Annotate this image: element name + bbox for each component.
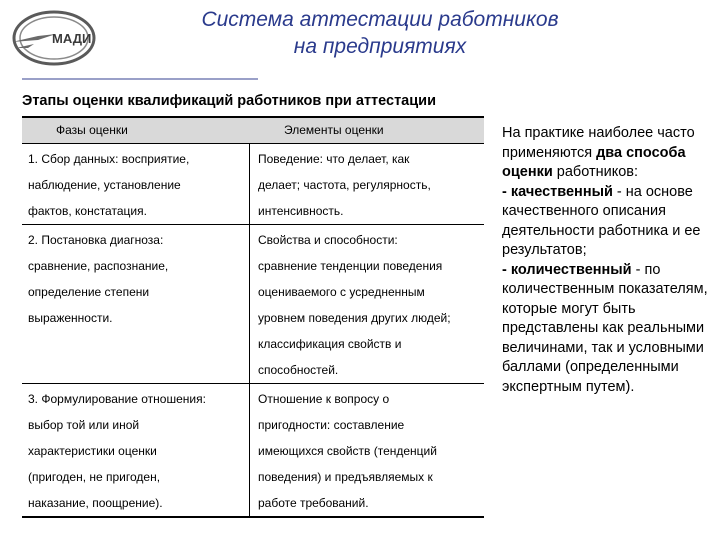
note-intro: На практике наиболее часто применяются bbox=[502, 125, 695, 161]
assessment-table bbox=[22, 116, 484, 518]
table-row bbox=[22, 225, 484, 384]
elements-cell bbox=[250, 225, 484, 383]
elements-cell bbox=[250, 384, 484, 516]
side-note bbox=[502, 124, 714, 397]
phase-line: сравнение, распознание, bbox=[28, 259, 169, 273]
table-row bbox=[22, 384, 484, 518]
elements-line: способностей. bbox=[258, 363, 339, 377]
title-divider bbox=[22, 78, 258, 80]
header-elements: Элементы оценки bbox=[284, 123, 384, 137]
elements-line: поведения) и предъявляемых к bbox=[258, 470, 433, 484]
elements-line: уровнем поведения других людей; bbox=[258, 311, 451, 325]
phase-line: (пригоден, не пригоден, bbox=[28, 470, 161, 484]
phase-line: наказание, поощрение). bbox=[28, 496, 163, 510]
title-line-1: Система аттестации работников bbox=[201, 8, 559, 31]
table-body bbox=[22, 144, 484, 518]
phase-line: 2. Постановка диагноза: bbox=[28, 233, 164, 247]
note-item2-text: - по количественным показателям, которые могут быть представлены как реальными величинами, так и условными баллами (определенными экспертным путем). bbox=[502, 261, 708, 395]
elements-line: классификация свойств и bbox=[258, 337, 402, 351]
elements-line: оцениваемого с усредненным bbox=[258, 285, 425, 299]
table-row bbox=[22, 144, 484, 225]
elements-line: интенсивность. bbox=[258, 204, 344, 218]
page-title bbox=[120, 6, 640, 60]
note-item1-bold: - качественный bbox=[502, 183, 613, 200]
elements-line: Свойства и способности: bbox=[258, 233, 398, 247]
phase-cell bbox=[22, 144, 250, 224]
logo-text: МАДИ bbox=[52, 31, 92, 46]
section-heading: Этапы оценки квалификаций работников при аттестации bbox=[22, 93, 436, 109]
elements-line: работе требований. bbox=[258, 496, 369, 510]
phase-line: наблюдение, установление bbox=[28, 178, 181, 192]
elements-line: Отношение к вопросу о bbox=[258, 392, 390, 406]
elements-line: имеющихся свойств (тенденций bbox=[258, 444, 437, 458]
elements-line: сравнение тенденции поведения bbox=[258, 259, 443, 273]
phase-line: 1. Сбор данных: восприятие, bbox=[28, 152, 190, 166]
header-phases: Фазы оценки bbox=[56, 123, 128, 137]
title-line-2: на предприятиях bbox=[293, 35, 467, 58]
phase-line: выбор той или иной bbox=[28, 418, 140, 432]
elements-line: Поведение: что делает, как bbox=[258, 152, 410, 166]
note-intro-bold: два способа оценки bbox=[502, 144, 686, 180]
phase-line: определение степени bbox=[28, 285, 150, 299]
phase-line: характеристики оценки bbox=[28, 444, 157, 458]
note-item2-bold: - количественный bbox=[502, 261, 632, 278]
table-header bbox=[22, 118, 484, 144]
phase-cell bbox=[22, 225, 250, 383]
phase-line: 3. Формулирование отношения: bbox=[28, 392, 206, 406]
elements-line: делает; частота, регулярность, bbox=[258, 178, 431, 192]
phase-line: выраженности. bbox=[28, 311, 113, 325]
elements-cell bbox=[250, 144, 484, 224]
phase-cell bbox=[22, 384, 250, 516]
note-intro-end: работников: bbox=[552, 164, 639, 180]
note-item1-text: - на основе качественного описания деятельности работника и ее результатов; bbox=[502, 183, 701, 258]
phase-line: фактов, констатация. bbox=[28, 204, 147, 218]
elements-line: пригодности: составление bbox=[258, 418, 405, 432]
madi-logo bbox=[8, 8, 100, 68]
